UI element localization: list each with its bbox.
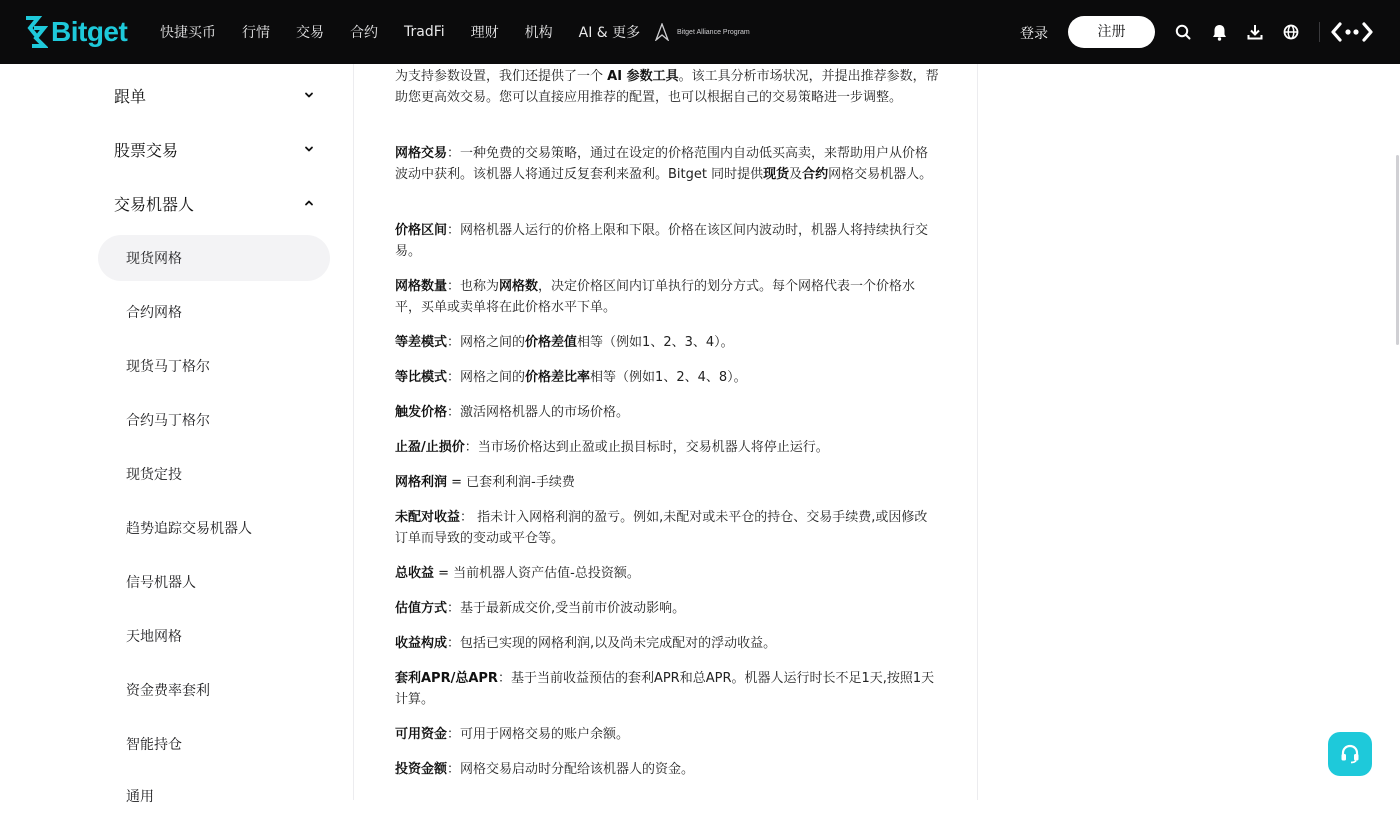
main-nav (160, 0, 666, 64)
globe-icon[interactable] (1282, 22, 1300, 42)
bitget-logo-icon (24, 16, 48, 48)
chevron-down-icon (304, 144, 314, 154)
text: 。该工具分析市场状况，并提出推荐参数，帮助您更高效交易。您可以直接应用推荐的配置，也可以根据自己的交易策略进一步调整。 (395, 69, 939, 105)
text: ：基于当前收益预估的套利APR和总APR。机器人运行时长不足1天,按照1天计算。 (395, 671, 935, 707)
term: 未配对收益 (395, 510, 461, 525)
text: 及 (789, 167, 803, 182)
sidebar-item-futures-martingale[interactable]: 合约马丁格尔 (126, 413, 210, 429)
text: ： 指未计入网格利润的盈亏。例如,未配对或未平仓的持仓、交易手续费,或因修改订单而导致的变动或平仓等。 (395, 510, 928, 546)
term: 现货 (763, 167, 790, 182)
customer-support-button[interactable] (1328, 732, 1372, 776)
term: 网格交易 (395, 146, 448, 161)
text: = 已套利利润-手续费 (447, 475, 575, 490)
term: 可用资金 (395, 727, 448, 742)
sidebar-group-label: 股票交易 (114, 140, 179, 160)
term: 价格差值 (525, 335, 578, 350)
term: 止盈/止损价 (395, 440, 465, 455)
definition-price-range (395, 220, 940, 262)
nav-item-futures[interactable]: 合约 (350, 25, 378, 41)
definition-available-funds (395, 724, 940, 745)
bell-icon[interactable] (1210, 22, 1228, 42)
login-button[interactable]: 登录 (1020, 26, 1048, 42)
alliance-emblem-icon (655, 23, 669, 41)
bitget-logo[interactable] (24, 15, 127, 49)
register-button[interactable]: 注册 (1068, 16, 1155, 48)
term: 触发价格 (395, 405, 448, 420)
definition-valuation-method (395, 598, 940, 619)
intro-paragraph (395, 66, 940, 108)
term: 套利APR/总APR (395, 671, 498, 686)
definition-trigger-price (395, 402, 940, 423)
sidebar-item-spot-martingale[interactable]: 现货马丁格尔 (126, 359, 210, 375)
nav-item-earn[interactable]: 理财 (470, 25, 499, 41)
definition-profit-composition (395, 633, 940, 654)
term: 等差模式 (395, 335, 448, 350)
ai-assistant-icon[interactable] (1331, 22, 1373, 42)
sidebar-group-stock-trading[interactable] (98, 126, 330, 172)
nav-item-trade[interactable]: 交易 (296, 25, 324, 41)
text: ：网格交易启动时分配给该机器人的资金。 (447, 762, 695, 777)
text: 网格交易机器人。 (828, 167, 933, 182)
definition-total-profit (395, 563, 940, 584)
term: 投资金额 (395, 762, 448, 777)
text: ：可用于网格交易的账户余额。 (447, 727, 630, 742)
text: ：网格之间的 (447, 370, 526, 385)
term: 价格差比率 (525, 370, 591, 385)
text: ：基于最新成交价,受当前市价波动影响。 (447, 601, 686, 616)
text: 相等（例如1、2、4、8）。 (590, 370, 747, 385)
term: 估值方式 (395, 601, 448, 616)
term: 收益构成 (395, 636, 448, 651)
definition-geometric-mode (395, 367, 940, 388)
sidebar-item-general[interactable]: 通用 (126, 789, 154, 805)
chevron-down-icon (304, 90, 314, 100)
text: ：也称为 (447, 279, 500, 294)
definition-arithmetic-mode (395, 332, 940, 353)
sidebar-group-label: 交易机器人 (114, 194, 195, 214)
definition-investment-amount (395, 759, 940, 780)
sidebar-item-spot-dca[interactable]: 现货定投 (126, 467, 182, 483)
nav-item-institutional[interactable]: 机构 (524, 25, 553, 41)
text: 相等（例如1、2、3、4）。 (577, 335, 734, 350)
alliance-program-link[interactable] (655, 22, 750, 42)
text: ：包括已实现的网格利润,以及尚未完成配对的浮动收益。 (447, 636, 777, 651)
nav-item-ai-more[interactable]: AI & 更多 (578, 25, 641, 41)
sidebar-item-signal-bot[interactable]: 信号机器人 (126, 575, 196, 591)
sidebar-item-funding-rate-arbitrage[interactable]: 资金费率套利 (126, 683, 210, 699)
text: ：一种免费的交易策略，通过在设定的价格范围内自动低买高卖，来帮助用户从价格波动中获利。该机器人将通过反复套利来盈利。Bitget 同时提供 (395, 146, 929, 182)
text: ：激活网格机器人的市场价格。 (447, 405, 630, 420)
sidebar-group-trading-bots[interactable] (98, 180, 330, 226)
alliance-program-label: Bitget Alliance Program (677, 28, 750, 36)
sidebar-item-futures-grid[interactable]: 合约网格 (126, 305, 182, 321)
term: 价格区间 (395, 223, 448, 238)
sidebar-group-copy-trading[interactable] (98, 72, 330, 118)
help-sidebar (0, 64, 354, 805)
sidebar-item-spot-grid[interactable]: 现货网格 (98, 235, 330, 281)
text: 为支持参数设置，我们还提供了一个 (395, 69, 608, 84)
sidebar-item-infinity-grid[interactable]: 天地网格 (126, 629, 182, 645)
sidebar-group-label: 跟单 (114, 86, 147, 106)
definition-grid-count (395, 276, 940, 318)
ai-tool-term: AI 参数工具 (607, 69, 679, 84)
text: ：网格之间的 (447, 335, 526, 350)
search-icon[interactable] (1174, 22, 1192, 42)
page-scrollbar[interactable] (1396, 155, 1399, 345)
sidebar-item-smart-position[interactable]: 智能持仓 (126, 737, 182, 753)
term: 等比模式 (395, 370, 448, 385)
download-icon[interactable] (1246, 22, 1264, 42)
term: 网格数量 (395, 279, 448, 294)
article-content (355, 64, 978, 800)
toolbar-divider (1319, 22, 1320, 42)
term: 合约 (802, 167, 829, 182)
term: 网格利润 (395, 475, 448, 490)
term: 总收益 (395, 566, 435, 581)
text: ：当市场价格达到止盈或止损目标时，交易机器人将停止运行。 (464, 440, 829, 455)
definition-tp-sl-price (395, 437, 940, 458)
nav-item-quick-buy[interactable]: 快捷买币 (160, 25, 216, 41)
sidebar-item-trend-following-bot[interactable]: 趋势追踪交易机器人 (126, 521, 252, 537)
definition-unmatched-profit (395, 507, 940, 549)
term: 网格数 (499, 279, 539, 294)
text: = 当前机器人资产估值-总投资额。 (434, 566, 640, 581)
headset-icon (1339, 743, 1361, 765)
top-navigation-bar (0, 0, 1400, 64)
definition-grid-profit (395, 472, 940, 493)
brand-name: Bitget (51, 16, 128, 47)
text: ：网格机器人运行的价格上限和下限。价格在该区间内波动时，机器人将持续执行交易。 (395, 223, 929, 259)
nav-item-tradfi[interactable]: TradFi (404, 24, 445, 40)
chevron-up-icon (304, 198, 314, 208)
definition-apr (395, 668, 940, 710)
nav-item-markets[interactable]: 行情 (242, 25, 270, 41)
text: ，决定价格区间内订单执行的划分方式。每个网格代表一个价格水平，买单或卖单将在此价格水平下单。 (395, 279, 916, 315)
definition-grid-trading (395, 143, 940, 185)
